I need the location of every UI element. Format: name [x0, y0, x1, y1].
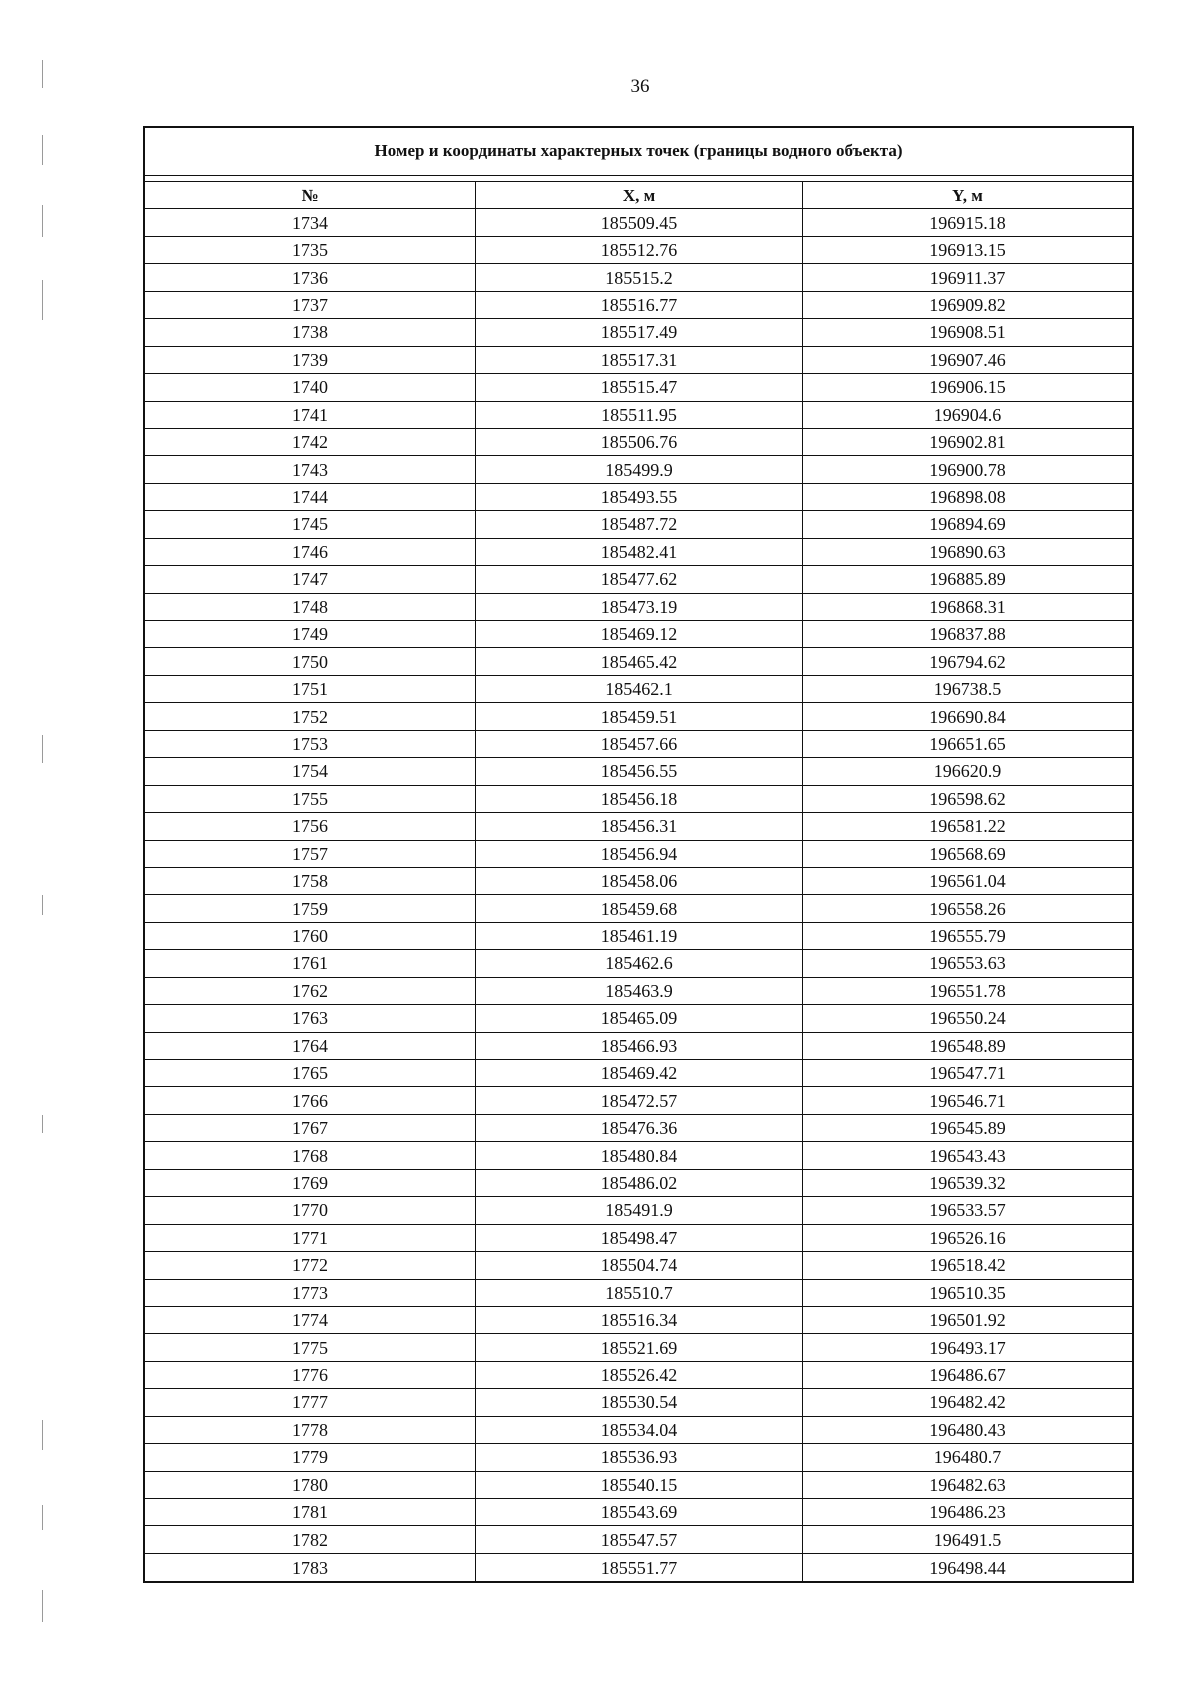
point-number-cell: 1771: [292, 1227, 328, 1248]
point-number-cell: 1742: [292, 432, 328, 453]
x-coordinate-cell: 185459.51: [475, 703, 802, 729]
y-coordinate-cell: 196543.43: [802, 1142, 1132, 1168]
point-number-cell: 1783: [292, 1557, 328, 1578]
x-coordinate-cell: 185487.72: [475, 511, 802, 537]
table-row: [145, 1444, 1132, 1471]
point-number-cell: 1738: [292, 322, 328, 343]
point-number-cell: 1764: [292, 1035, 328, 1056]
y-coordinate-cell: 196620.9: [802, 758, 1132, 784]
y-coordinate-cell: 196498.44: [802, 1554, 1132, 1581]
table-row: [145, 539, 1132, 566]
binding-mark: [42, 735, 43, 763]
binding-mark: [42, 1115, 43, 1133]
table-row: [145, 319, 1132, 346]
y-coordinate-cell: 196553.63: [802, 950, 1132, 976]
binding-mark: [42, 895, 43, 915]
x-coordinate-cell: 185540.15: [475, 1472, 802, 1498]
point-number-cell: 1777: [292, 1392, 328, 1413]
point-number-cell: 1776: [292, 1365, 328, 1386]
table-row: [145, 1115, 1132, 1142]
point-number-cell: 1746: [292, 541, 328, 562]
x-coordinate-cell: 185462.1: [475, 676, 802, 702]
x-coordinate-cell: 185456.18: [475, 786, 802, 812]
point-number-cell: 1734: [292, 212, 328, 233]
y-coordinate-cell: 196539.32: [802, 1170, 1132, 1196]
y-coordinate-cell: 196482.63: [802, 1472, 1132, 1498]
x-coordinate-cell: 185456.94: [475, 841, 802, 867]
x-coordinate-cell: 185517.31: [475, 347, 802, 373]
point-number-cell: 1779: [292, 1447, 328, 1468]
x-coordinate-cell: 185486.02: [475, 1170, 802, 1196]
x-coordinate-cell: 185493.55: [475, 484, 802, 510]
x-coordinate-cell: 185457.66: [475, 731, 802, 757]
y-coordinate-cell: 196550.24: [802, 1005, 1132, 1031]
column-header-y: Y, м: [802, 182, 1132, 208]
coordinates-table: [143, 126, 1134, 1583]
point-number-cell: 1739: [292, 349, 328, 370]
point-number-cell: 1767: [292, 1118, 328, 1139]
table-row: [145, 1033, 1132, 1060]
x-coordinate-cell: 185534.04: [475, 1417, 802, 1443]
y-coordinate-cell: 196547.71: [802, 1060, 1132, 1086]
y-coordinate-cell: 196561.04: [802, 868, 1132, 894]
point-number-cell: 1780: [292, 1474, 328, 1495]
y-coordinate-cell: 196480.7: [802, 1444, 1132, 1470]
point-number-cell: 1757: [292, 843, 328, 864]
table-row: [145, 1087, 1132, 1114]
x-coordinate-cell: 185480.84: [475, 1142, 802, 1168]
point-number-cell: 1752: [292, 706, 328, 727]
table-row: [145, 648, 1132, 675]
table-row: [145, 374, 1132, 401]
point-number-cell: 1781: [292, 1502, 328, 1523]
table-row: [145, 456, 1132, 483]
binding-mark: [42, 135, 43, 165]
x-coordinate-cell: 185476.36: [475, 1115, 802, 1141]
y-coordinate-cell: 196501.92: [802, 1307, 1132, 1333]
x-coordinate-cell: 185498.47: [475, 1225, 802, 1251]
table-header-row: [145, 182, 1132, 209]
point-number-cell: 1773: [292, 1282, 328, 1303]
x-coordinate-cell: 185472.57: [475, 1087, 802, 1113]
x-coordinate-cell: 185465.09: [475, 1005, 802, 1031]
x-coordinate-cell: 185499.9: [475, 456, 802, 482]
y-coordinate-cell: 196548.89: [802, 1033, 1132, 1059]
x-coordinate-cell: 185515.47: [475, 374, 802, 400]
x-coordinate-cell: 185516.77: [475, 292, 802, 318]
point-number-cell: 1743: [292, 459, 328, 480]
point-number-cell: 1745: [292, 514, 328, 535]
x-coordinate-cell: 185482.41: [475, 539, 802, 565]
point-number-cell: 1735: [292, 240, 328, 261]
y-coordinate-cell: 196555.79: [802, 923, 1132, 949]
table-row: [145, 621, 1132, 648]
table-row: [145, 594, 1132, 621]
table-row: [145, 813, 1132, 840]
y-coordinate-cell: 196568.69: [802, 841, 1132, 867]
table-row: [145, 237, 1132, 264]
x-coordinate-cell: 185469.12: [475, 621, 802, 647]
table-row: [145, 1252, 1132, 1279]
x-coordinate-cell: 185469.42: [475, 1060, 802, 1086]
table-row: [145, 1554, 1132, 1581]
x-coordinate-cell: 185458.06: [475, 868, 802, 894]
y-coordinate-cell: 196909.82: [802, 292, 1132, 318]
point-number-cell: 1766: [292, 1090, 328, 1111]
x-coordinate-cell: 185530.54: [475, 1389, 802, 1415]
table-caption: Номер и координаты характерных точек (границы водного объекта): [145, 128, 1132, 176]
point-number-cell: 1749: [292, 624, 328, 645]
table-row: [145, 1499, 1132, 1526]
x-coordinate-cell: 185466.93: [475, 1033, 802, 1059]
y-coordinate-cell: 196690.84: [802, 703, 1132, 729]
y-coordinate-cell: 196510.35: [802, 1280, 1132, 1306]
point-number-cell: 1740: [292, 377, 328, 398]
x-coordinate-cell: 185526.42: [475, 1362, 802, 1388]
y-coordinate-cell: 196518.42: [802, 1252, 1132, 1278]
x-coordinate-cell: 185536.93: [475, 1444, 802, 1470]
y-coordinate-cell: 196906.15: [802, 374, 1132, 400]
point-number-cell: 1778: [292, 1419, 328, 1440]
x-coordinate-cell: 185511.95: [475, 402, 802, 428]
table-row: [145, 511, 1132, 538]
y-coordinate-cell: 196913.15: [802, 237, 1132, 263]
table-row: [145, 841, 1132, 868]
y-coordinate-cell: 196558.26: [802, 895, 1132, 921]
x-coordinate-cell: 185506.76: [475, 429, 802, 455]
table-row: [145, 1197, 1132, 1224]
binding-mark: [42, 1590, 43, 1622]
x-coordinate-cell: 185459.68: [475, 895, 802, 921]
table-row: [145, 923, 1132, 950]
x-coordinate-cell: 185547.57: [475, 1526, 802, 1552]
y-coordinate-cell: 196526.16: [802, 1225, 1132, 1251]
point-number-cell: 1755: [292, 788, 328, 809]
table-row: [145, 1334, 1132, 1361]
y-coordinate-cell: 196904.6: [802, 402, 1132, 428]
table-row: [145, 347, 1132, 374]
point-number-cell: 1754: [292, 761, 328, 782]
table-row: [145, 950, 1132, 977]
table-row: [145, 402, 1132, 429]
table-row: [145, 484, 1132, 511]
table-row: [145, 868, 1132, 895]
table-row: [145, 209, 1132, 236]
point-number-cell: 1736: [292, 267, 328, 288]
table-row: [145, 1472, 1132, 1499]
table-row: [145, 1307, 1132, 1334]
y-coordinate-cell: 196902.81: [802, 429, 1132, 455]
y-coordinate-cell: 196868.31: [802, 594, 1132, 620]
y-coordinate-cell: 196651.65: [802, 731, 1132, 757]
point-number-cell: 1768: [292, 1145, 328, 1166]
table-row: [145, 1526, 1132, 1553]
y-coordinate-cell: 196551.78: [802, 978, 1132, 1004]
y-coordinate-cell: 196493.17: [802, 1334, 1132, 1360]
y-coordinate-cell: 196491.5: [802, 1526, 1132, 1552]
binding-mark: [42, 1420, 43, 1450]
point-number-cell: 1747: [292, 569, 328, 590]
point-number-cell: 1765: [292, 1063, 328, 1084]
table-row: [145, 1005, 1132, 1032]
table-row: [145, 758, 1132, 785]
y-coordinate-cell: 196482.42: [802, 1389, 1132, 1415]
x-coordinate-cell: 185473.19: [475, 594, 802, 620]
point-number-cell: 1772: [292, 1255, 328, 1276]
table-row: [145, 786, 1132, 813]
binding-mark: [42, 1505, 43, 1530]
x-coordinate-cell: 185477.62: [475, 566, 802, 592]
point-number-cell: 1770: [292, 1200, 328, 1221]
point-number-cell: 1753: [292, 733, 328, 754]
binding-mark: [42, 205, 43, 237]
point-number-cell: 1737: [292, 294, 328, 315]
point-number-cell: 1775: [292, 1337, 328, 1358]
y-coordinate-cell: 196885.89: [802, 566, 1132, 592]
point-number-cell: 1762: [292, 980, 328, 1001]
y-coordinate-cell: 196486.67: [802, 1362, 1132, 1388]
y-coordinate-cell: 196581.22: [802, 813, 1132, 839]
y-coordinate-cell: 196900.78: [802, 456, 1132, 482]
table-row: [145, 703, 1132, 730]
table-row: [145, 978, 1132, 1005]
x-coordinate-cell: 185504.74: [475, 1252, 802, 1278]
x-coordinate-cell: 185517.49: [475, 319, 802, 345]
x-coordinate-cell: 185461.19: [475, 923, 802, 949]
table-row: [145, 1142, 1132, 1169]
table-row: [145, 292, 1132, 319]
x-coordinate-cell: 185491.9: [475, 1197, 802, 1223]
y-coordinate-cell: 196546.71: [802, 1087, 1132, 1113]
y-coordinate-cell: 196480.43: [802, 1417, 1132, 1443]
table-row: [145, 895, 1132, 922]
y-coordinate-cell: 196738.5: [802, 676, 1132, 702]
point-number-cell: 1741: [292, 404, 328, 425]
y-coordinate-cell: 196915.18: [802, 209, 1132, 235]
column-header-number: №: [301, 185, 319, 205]
y-coordinate-cell: 196908.51: [802, 319, 1132, 345]
x-coordinate-cell: 185462.6: [475, 950, 802, 976]
point-number-cell: 1756: [292, 816, 328, 837]
table-row: [145, 731, 1132, 758]
point-number-cell: 1744: [292, 487, 328, 508]
y-coordinate-cell: 196486.23: [802, 1499, 1132, 1525]
table-row: [145, 1417, 1132, 1444]
point-number-cell: 1782: [292, 1529, 328, 1550]
x-coordinate-cell: 185543.69: [475, 1499, 802, 1525]
x-coordinate-cell: 185456.55: [475, 758, 802, 784]
table-row: [145, 676, 1132, 703]
point-number-cell: 1763: [292, 1008, 328, 1029]
x-coordinate-cell: 185551.77: [475, 1554, 802, 1581]
x-coordinate-cell: 185509.45: [475, 209, 802, 235]
x-coordinate-cell: 185515.2: [475, 264, 802, 290]
table-row: [145, 566, 1132, 593]
table-row: [145, 1225, 1132, 1252]
table-row: [145, 1170, 1132, 1197]
table-row: [145, 429, 1132, 456]
x-coordinate-cell: 185512.76: [475, 237, 802, 263]
point-number-cell: 1751: [292, 679, 328, 700]
table-row: [145, 1280, 1132, 1307]
y-coordinate-cell: 196598.62: [802, 786, 1132, 812]
page-number: 36: [630, 76, 650, 97]
point-number-cell: 1750: [292, 651, 328, 672]
y-coordinate-cell: 196533.57: [802, 1197, 1132, 1223]
x-coordinate-cell: 185463.9: [475, 978, 802, 1004]
column-header-x: X, м: [475, 182, 802, 208]
table-row: [145, 264, 1132, 291]
y-coordinate-cell: 196794.62: [802, 648, 1132, 674]
y-coordinate-cell: 196898.08: [802, 484, 1132, 510]
x-coordinate-cell: 185516.34: [475, 1307, 802, 1333]
y-coordinate-cell: 196911.37: [802, 264, 1132, 290]
point-number-cell: 1759: [292, 898, 328, 919]
x-coordinate-cell: 185521.69: [475, 1334, 802, 1360]
point-number-cell: 1761: [292, 953, 328, 974]
point-number-cell: 1760: [292, 926, 328, 947]
point-number-cell: 1769: [292, 1172, 328, 1193]
y-coordinate-cell: 196907.46: [802, 347, 1132, 373]
table-row: [145, 1389, 1132, 1416]
x-coordinate-cell: 185465.42: [475, 648, 802, 674]
point-number-cell: 1758: [292, 871, 328, 892]
y-coordinate-cell: 196894.69: [802, 511, 1132, 537]
table-row: [145, 1060, 1132, 1087]
point-number-cell: 1748: [292, 596, 328, 617]
y-coordinate-cell: 196837.88: [802, 621, 1132, 647]
y-coordinate-cell: 196890.63: [802, 539, 1132, 565]
binding-mark: [42, 280, 43, 320]
point-number-cell: 1774: [292, 1310, 328, 1331]
y-coordinate-cell: 196545.89: [802, 1115, 1132, 1141]
x-coordinate-cell: 185456.31: [475, 813, 802, 839]
x-coordinate-cell: 185510.7: [475, 1280, 802, 1306]
table-body: [145, 209, 1132, 1581]
table-row: [145, 1362, 1132, 1389]
